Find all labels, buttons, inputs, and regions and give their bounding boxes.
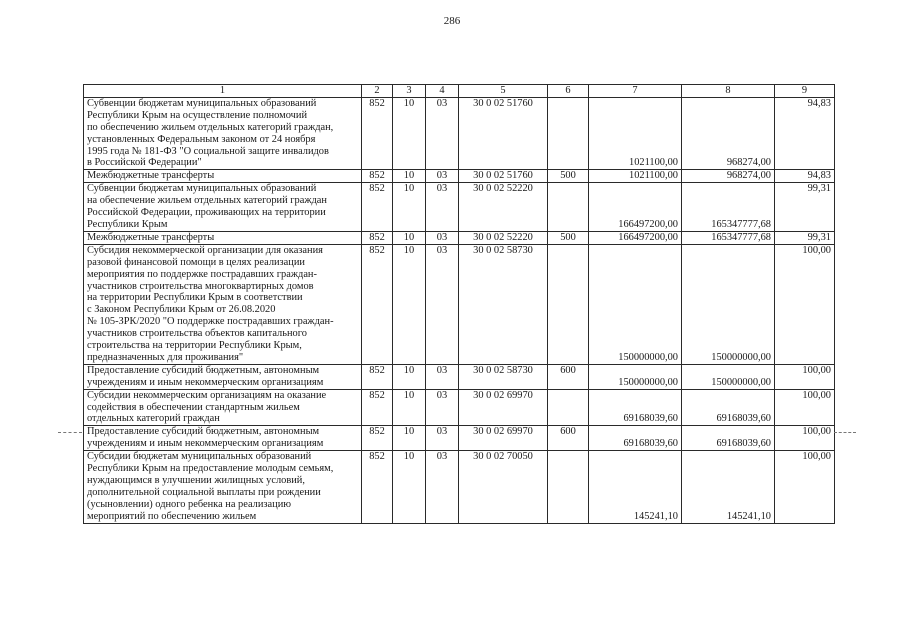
row-plan-amount-cell: 1021100,00 (589, 97, 682, 169)
row-plan-amount-cell: 1021100,00 (589, 170, 682, 183)
row-expense-type-cell (548, 389, 589, 426)
row-code-cell: 852 (362, 451, 393, 523)
row-subsection-cell: 03 (426, 426, 459, 451)
page-number: 286 (443, 15, 461, 27)
row-name-cell: Межбюджетные трансферты (84, 170, 362, 183)
table-row (84, 231, 835, 244)
row-name-cell: Субвенции бюджетам муниципальных образований Республики Крым на осуществление полномочий по обеспечению жильем отдельных категорий граждан, установленных Федеральным законом от 24 ноября 1995 года № 181-ФЗ "О социальной защите инвалидов в Российской Федерации" (84, 97, 362, 169)
row-section-cell: 10 (393, 244, 426, 364)
row-section-cell: 10 (393, 426, 426, 451)
row-code-cell: 852 (362, 170, 393, 183)
row-actual-amount-cell: 968274,00 (682, 170, 775, 183)
row-code-cell: 852 (362, 426, 393, 451)
row-percent-cell: 100,00 (775, 244, 835, 364)
header-cell: 8 (682, 85, 775, 98)
row-expense-type-cell: 500 (548, 170, 589, 183)
table-row (84, 244, 835, 364)
row-plan-amount-cell: 150000000,00 (589, 364, 682, 389)
header-cell: 9 (775, 85, 835, 98)
table-row (84, 183, 835, 232)
header-row (84, 85, 835, 98)
row-expense-type-cell: 600 (548, 364, 589, 389)
header-cell: 4 (426, 85, 459, 98)
table-row (84, 97, 835, 169)
row-percent-cell: 99,31 (775, 183, 835, 232)
row-code-cell: 852 (362, 97, 393, 169)
header-cell: 6 (548, 85, 589, 98)
row-target-article-cell: 30 0 02 70050 (459, 451, 548, 523)
row-section-cell: 10 (393, 389, 426, 426)
scan-artifact-dash (58, 432, 82, 433)
row-expense-type-cell: 600 (548, 426, 589, 451)
row-percent-cell: 94,83 (775, 170, 835, 183)
header-cell: 2 (362, 85, 393, 98)
header-cell: 5 (459, 85, 548, 98)
row-percent-cell: 100,00 (775, 451, 835, 523)
row-actual-amount-cell: 150000000,00 (682, 364, 775, 389)
row-subsection-cell: 03 (426, 451, 459, 523)
row-actual-amount-cell: 69168039,60 (682, 426, 775, 451)
row-plan-amount-cell: 69168039,60 (589, 389, 682, 426)
row-target-article-cell: 30 0 02 51760 (459, 170, 548, 183)
row-section-cell: 10 (393, 170, 426, 183)
row-subsection-cell: 03 (426, 231, 459, 244)
row-plan-amount-cell: 166497200,00 (589, 183, 682, 232)
table-row (84, 389, 835, 426)
row-actual-amount-cell: 69168039,60 (682, 389, 775, 426)
row-target-article-cell: 30 0 02 69970 (459, 389, 548, 426)
row-plan-amount-cell: 150000000,00 (589, 244, 682, 364)
scan-artifact-dash (834, 432, 856, 433)
row-expense-type-cell (548, 97, 589, 169)
row-target-article-cell: 30 0 02 52220 (459, 183, 548, 232)
row-name-cell: Предоставление субсидий бюджетным, автономным учреждениям и иным некоммерческим организациям (84, 426, 362, 451)
row-expense-type-cell (548, 451, 589, 523)
header-cell: 7 (589, 85, 682, 98)
row-name-cell: Субсидия некоммерческой организации для оказания разовой финансовой помощи в целях реализации мероприятия по поддержке пострадавших граждан- участников строительства многоквартирных домов на территории Республики Крым в соответствии с Законом Республики Крым от 26.08.2020 № 105-ЗРК/2020 "О поддержке пострадавших граждан- участников строительства объектов капитального строительства на территории Республики Крым, предназначенных для проживания" (84, 244, 362, 364)
row-percent-cell: 100,00 (775, 389, 835, 426)
row-plan-amount-cell: 69168039,60 (589, 426, 682, 451)
row-subsection-cell: 03 (426, 364, 459, 389)
row-code-cell: 852 (362, 231, 393, 244)
table-row (84, 364, 835, 389)
row-actual-amount-cell: 968274,00 (682, 97, 775, 169)
row-name-cell: Субвенции бюджетам муниципальных образований на обеспечение жильем отдельных категорий граждан Российской Федерации, проживающих на территории Республики Крым (84, 183, 362, 232)
row-section-cell: 10 (393, 364, 426, 389)
row-code-cell: 852 (362, 389, 393, 426)
row-section-cell: 10 (393, 231, 426, 244)
row-actual-amount-cell: 165347777,68 (682, 231, 775, 244)
row-plan-amount-cell: 145241,10 (589, 451, 682, 523)
row-expense-type-cell: 500 (548, 231, 589, 244)
budget-table (83, 84, 835, 524)
row-code-cell: 852 (362, 364, 393, 389)
row-name-cell: Субсидии некоммерческим организациям на оказание содействия в обеспечении стандартным жильем отдельных категорий граждан (84, 389, 362, 426)
row-name-cell: Предоставление субсидий бюджетным, автономным учреждениям и иным некоммерческим организациям (84, 364, 362, 389)
row-actual-amount-cell: 150000000,00 (682, 244, 775, 364)
row-actual-amount-cell: 165347777,68 (682, 183, 775, 232)
row-section-cell: 10 (393, 451, 426, 523)
row-subsection-cell: 03 (426, 97, 459, 169)
table-row (84, 451, 835, 523)
row-target-article-cell: 30 0 02 58730 (459, 244, 548, 364)
row-code-cell: 852 (362, 183, 393, 232)
row-subsection-cell: 03 (426, 244, 459, 364)
row-actual-amount-cell: 145241,10 (682, 451, 775, 523)
row-plan-amount-cell: 166497200,00 (589, 231, 682, 244)
row-percent-cell: 100,00 (775, 426, 835, 451)
row-subsection-cell: 03 (426, 389, 459, 426)
row-target-article-cell: 30 0 02 51760 (459, 97, 548, 169)
row-target-article-cell: 30 0 02 52220 (459, 231, 548, 244)
table-row (84, 426, 835, 451)
row-percent-cell: 99,31 (775, 231, 835, 244)
row-target-article-cell: 30 0 02 58730 (459, 364, 548, 389)
row-expense-type-cell (548, 183, 589, 232)
row-subsection-cell: 03 (426, 170, 459, 183)
row-expense-type-cell (548, 244, 589, 364)
row-name-cell: Межбюджетные трансферты (84, 231, 362, 244)
header-cell: 1 (84, 85, 362, 98)
row-target-article-cell: 30 0 02 69970 (459, 426, 548, 451)
row-section-cell: 10 (393, 183, 426, 232)
row-name-cell: Субсидии бюджетам муниципальных образований Республики Крым на предоставление молодым семьям, нуждающимся в улучшении жилищных условий, дополнительной социальной выплаты при рождении (усыновлении) одного ребенка на реализацию мероприятий по обеспечению жильем (84, 451, 362, 523)
row-percent-cell: 100,00 (775, 364, 835, 389)
header-cell: 3 (393, 85, 426, 98)
row-code-cell: 852 (362, 244, 393, 364)
table-row (84, 170, 835, 183)
row-section-cell: 10 (393, 97, 426, 169)
row-percent-cell: 94,83 (775, 97, 835, 169)
row-subsection-cell: 03 (426, 183, 459, 232)
